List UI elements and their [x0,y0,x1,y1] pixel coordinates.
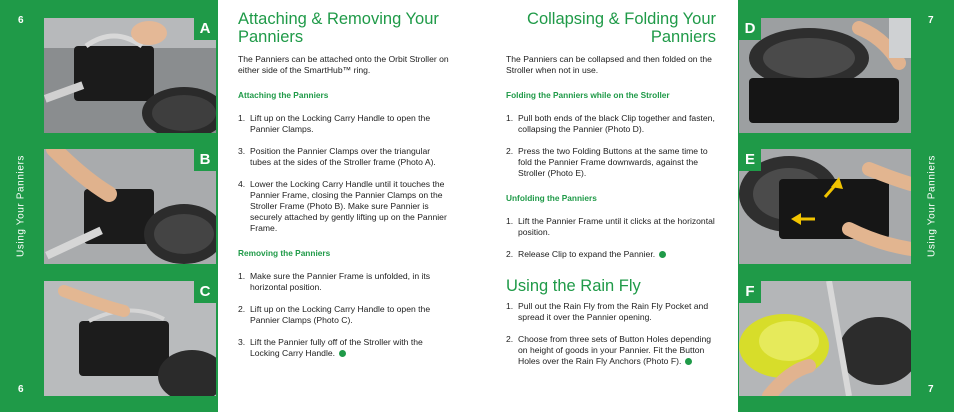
attach-step [238,179,450,234]
step-number: 2. [506,249,514,259]
fold-heading: Folding the Panniers while on the Stroller [506,90,670,100]
photo-f-label: F [739,281,761,303]
fold-step [506,146,716,179]
step-text: Release Clip to expand the Pannier. [518,249,656,259]
right-page-title: Collapsing & Folding Your Panniers [527,10,716,46]
photo-e-label: E [739,149,761,171]
left-text-column [238,10,450,370]
step-number: 1. [506,113,514,123]
photo-c-label: C [194,281,216,303]
unfold-step [506,216,716,238]
attach-step [238,113,450,135]
left-intro: The Panniers can be attached onto the Orbit Stroller on either side of the SmartHub™ ring. [238,54,449,75]
page-number-bottom-right: 7 [928,384,934,395]
remove-step [238,304,450,326]
step-number: 2. [506,334,514,344]
step-text: Lift up on the Locking Carry Handle to open the Pannier Clamps. [250,113,431,134]
step-number: 3. [238,146,246,156]
fold-step [506,113,716,135]
stroller-pannier-photo-icon [739,281,911,396]
step-number: 1. [506,216,514,226]
photo-f [739,281,911,396]
step-text: Make sure the Pannier Frame is unfolded, in its horizontal position. [250,271,431,292]
step-text: Press the two Folding Buttons at the same time to fold the Pannier Frame downwards, against the Stroller (Photo E). [518,146,708,178]
stroller-pannier-photo-icon [44,149,216,264]
end-dot-icon [659,251,666,258]
photo-c [44,281,216,396]
stroller-pannier-photo-icon [739,149,911,264]
remove-step [238,337,450,359]
photo-b [44,149,216,264]
step-text: Choose from three sets of Button Holes depending on height of goods in your Pannier. Fit the Button Holes over the Rain Fly Anchors (Photo F). [518,334,711,366]
photo-d-label: D [739,18,761,40]
left-page-title: Attaching & Removing Your Panniers [238,10,439,46]
step-text: Pull both ends of the black Clip together and fasten, collapsing the Pannier (Photo D). [518,113,715,134]
step-number: 4. [238,179,246,189]
stroller-pannier-photo-icon [44,281,216,396]
step-number: 1. [506,301,514,311]
step-text: Position the Pannier Clamps over the triangular tubes at the sides of the Stroller frame (Photo A). [250,146,436,167]
unfold-heading: Unfolding the Panniers [506,193,597,203]
attach-heading: Attaching the Panniers [238,90,329,100]
side-label-left: Using Your Panniers [15,154,27,258]
rain-step [506,301,716,323]
rain-step [506,334,716,367]
stroller-pannier-photo-icon [739,18,911,133]
step-number: 2. [506,146,514,156]
photo-d [739,18,911,133]
photo-a [44,18,216,133]
page-number-top-right: 7 [928,15,934,26]
side-label-right: Using Your Panniers [926,154,938,258]
step-number: 2. [238,304,246,314]
step-number: 3. [238,337,246,347]
remove-heading: Removing the Panniers [238,248,331,258]
step-text: Lift the Pannier Frame until it clicks at the horizontal position. [518,216,715,237]
remove-step [238,271,450,293]
photo-e [739,149,911,264]
step-text: Lift up on the Locking Carry Handle to open the Pannier Clamps (Photo C). [250,304,431,325]
right-text-column [506,10,716,378]
end-dot-icon [339,350,346,357]
page-number-top-left: 6 [18,15,24,26]
step-number: 1. [238,271,246,281]
end-dot-icon [685,358,692,365]
photo-a-label: A [194,18,216,40]
rain-fly-title: Using the Rain Fly [506,277,641,295]
attach-step [238,146,450,168]
photo-b-label: B [194,149,216,171]
page-number-bottom-left: 6 [18,384,24,395]
step-text: Pull out the Rain Fly from the Rain Fly Pocket and spread it over the Pannier opening. [518,301,709,322]
step-text: Lower the Locking Carry Handle until it touches the Pannier Frame, closing the Pannier Clamps on the Stroller Frame (Photo B). Make sure Pannier is securely attached by gently lifting up on the Pannier Frame. [250,179,447,233]
step-number: 1. [238,113,246,123]
right-intro: The Panniers can be collapsed and then folded on the Stroller when not in use. [506,54,712,75]
step-text: Lift the Pannier fully off of the Stroller with the Locking Carry Handle. [250,337,423,358]
stroller-pannier-photo-icon [44,18,216,133]
unfold-step [506,249,716,260]
